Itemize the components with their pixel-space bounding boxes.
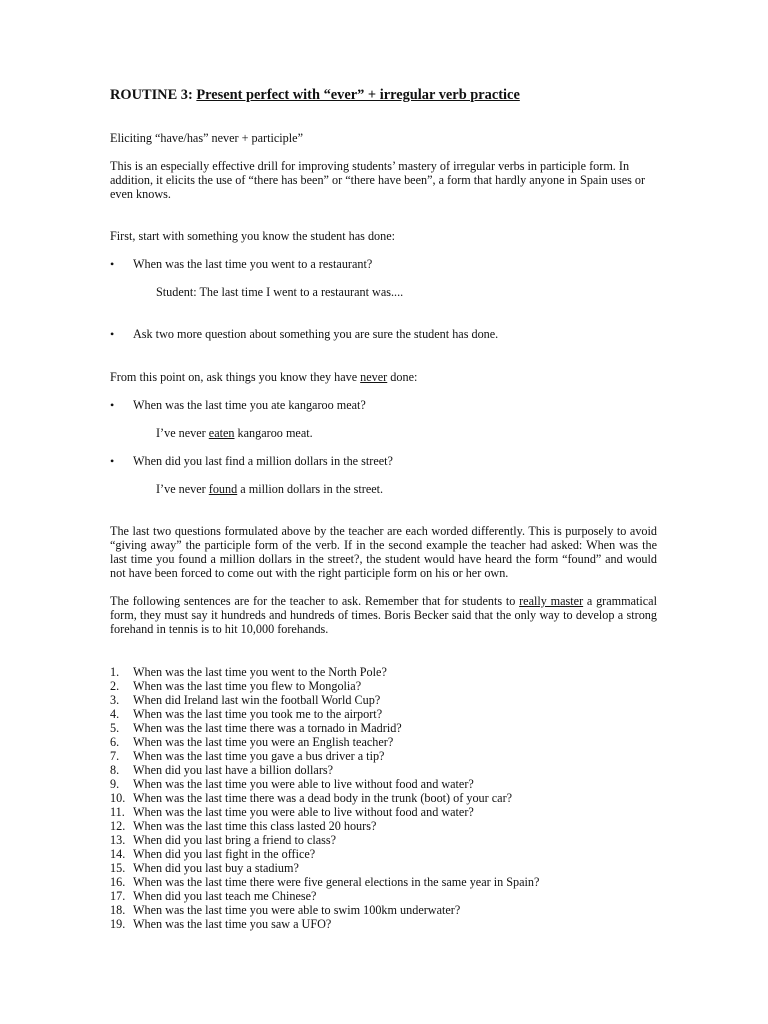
following-really-master: really master xyxy=(519,594,584,608)
page-title xyxy=(110,86,520,104)
bullet-item-restaurant: When was the last time you went to a restaurant? xyxy=(133,257,373,271)
question-number: 3. xyxy=(110,693,120,707)
answer-kangaroo-before: I’ve never xyxy=(156,426,209,440)
question-text: When was the last time you were an English teacher? xyxy=(133,735,394,749)
question-list xyxy=(110,665,539,931)
question-item xyxy=(110,693,539,707)
question-item xyxy=(110,833,539,847)
explanation-paragraph: The last two questions formulated above by the teacher are each worded differently. This is purposely to avoid “giving away” the participle form of the verb. If in the second example the teacher had asked: When was the last time you found a million dollars in the street?, the student would have heard the form “found” and would not have been forced to come out with the right participle form on his or her own. xyxy=(110,524,657,580)
question-text: When was the last time you gave a bus driver a tip? xyxy=(133,749,385,763)
question-item xyxy=(110,665,539,679)
question-number: 11. xyxy=(110,805,125,819)
question-text: When was the last time you saw a UFO? xyxy=(133,917,332,931)
question-item xyxy=(110,721,539,735)
bullet-marker: • xyxy=(110,327,115,341)
question-item xyxy=(110,735,539,749)
question-item xyxy=(110,791,539,805)
student-answer: Student: The last time I went to a restaurant was.... xyxy=(156,285,404,299)
question-number: 19. xyxy=(110,917,126,931)
question-number: 1. xyxy=(110,665,120,679)
question-number: 12. xyxy=(110,819,126,833)
question-text: When was the last time you flew to Mongolia? xyxy=(133,679,362,693)
from-point-before: From this point on, ask things you know they have xyxy=(110,370,361,384)
question-number: 7. xyxy=(110,749,120,763)
question-item xyxy=(110,749,539,763)
following-before: The following sentences are for the teacher to ask. Remember that for students to xyxy=(110,594,520,608)
subtitle: Eliciting “have/has” never + participle” xyxy=(110,131,303,145)
question-item xyxy=(110,679,539,693)
question-item xyxy=(110,875,539,889)
answer-kangaroo xyxy=(156,426,313,440)
question-text: When did you last teach me Chinese? xyxy=(133,889,317,903)
bullet-marker: • xyxy=(110,454,115,468)
question-number: 14. xyxy=(110,847,126,861)
answer-million-found: found xyxy=(208,482,238,496)
question-number: 18. xyxy=(110,903,126,917)
answer-million-before: I’ve never xyxy=(156,482,209,496)
question-number: 10. xyxy=(110,791,126,805)
title-main: Present perfect with “ever” + irregular verb practice xyxy=(196,87,520,103)
question-text: When was the last time there was a dead body in the trunk (boot) of your car? xyxy=(133,791,513,805)
question-text: When did you last have a billion dollars? xyxy=(133,763,334,777)
question-text: When did you last bring a friend to class? xyxy=(133,833,337,847)
first-start-line: First, start with something you know the student has done: xyxy=(110,229,396,243)
question-text: When did Ireland last win the football World Cup? xyxy=(133,693,381,707)
question-text: When was the last time this class lasted 20 hours? xyxy=(133,819,377,833)
bullet-item-kangaroo: When was the last time you ate kangaroo meat? xyxy=(133,398,366,412)
question-number: 5. xyxy=(110,721,120,735)
bullet-marker: • xyxy=(110,257,115,271)
question-item xyxy=(110,777,539,791)
bullet-marker: • xyxy=(110,398,115,412)
question-number: 2. xyxy=(110,679,120,693)
answer-million-dollars xyxy=(156,482,383,496)
question-item xyxy=(110,861,539,875)
question-item xyxy=(110,707,539,721)
question-number: 6. xyxy=(110,735,120,749)
bullet-item-two-more: Ask two more question about something you are sure the student has done. xyxy=(133,327,499,341)
question-number: 15. xyxy=(110,861,126,875)
question-item xyxy=(110,889,539,903)
question-number: 17. xyxy=(110,889,126,903)
bullet-item-million-dollars: When did you last find a million dollars in the street? xyxy=(133,454,393,468)
question-text: When was the last time you went to the North Pole? xyxy=(133,665,387,679)
answer-kangaroo-eaten: eaten xyxy=(208,426,235,440)
question-item xyxy=(110,903,539,917)
following-after: a grammatical form, they must say it hundreds and hundreds of times. Boris Becker said that the only way to develop a strong forehand in tennis is to hit 10,000 forehands. xyxy=(110,594,657,636)
intro-paragraph: This is an especially effective drill for improving students’ mastery of irregular verbs in participle form. In addition, it elicits the use of “there has been” or “there have been”, a form that hardly anyone in Spain uses or even knows. xyxy=(110,159,646,201)
question-text: When was the last time you were able to swim 100km underwater? xyxy=(133,903,461,917)
question-number: 16. xyxy=(110,875,126,889)
from-point-line xyxy=(110,370,417,384)
question-item xyxy=(110,847,539,861)
question-item xyxy=(110,805,539,819)
question-item xyxy=(110,917,539,931)
title-prefix: ROUTINE 3: xyxy=(110,87,197,103)
answer-million-after: a million dollars in the street. xyxy=(237,482,384,496)
question-number: 4. xyxy=(110,707,120,721)
question-number: 9. xyxy=(110,777,120,791)
question-text: When was the last time there was a tornado in Madrid? xyxy=(133,721,402,735)
answer-kangaroo-after: kangaroo meat. xyxy=(234,426,313,440)
question-number: 13. xyxy=(110,833,126,847)
question-text: When was the last time you took me to the airport? xyxy=(133,707,383,721)
question-text: When was the last time there were five general elections in the same year in Spain? xyxy=(133,875,540,889)
following-paragraph xyxy=(110,594,657,636)
question-text: When did you last buy a stadium? xyxy=(133,861,299,875)
question-text: When was the last time you were able to live without food and water? xyxy=(133,805,474,819)
question-text: When was the last time you were able to live without food and water? xyxy=(133,777,474,791)
from-point-after: done: xyxy=(387,370,418,384)
from-point-never: never xyxy=(360,370,388,384)
question-item xyxy=(110,763,539,777)
question-number: 8. xyxy=(110,763,120,777)
question-item xyxy=(110,819,539,833)
question-text: When did you last fight in the office? xyxy=(133,847,316,861)
